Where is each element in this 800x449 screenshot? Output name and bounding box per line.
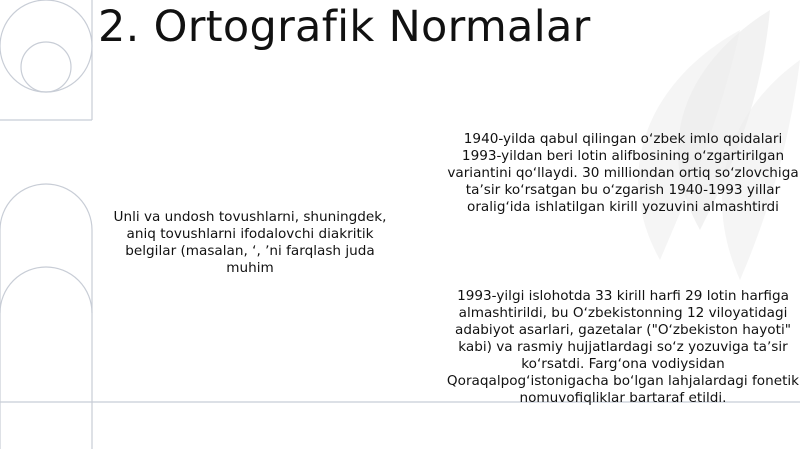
- deco-arc-lower: [0, 267, 92, 313]
- left-text-block: Unli va undosh tovushlarni, shuningdek, aniq tovushlarni ifodalovchi diakritik belgilar (masalan, ʻ, ʼni farqlash juda muhim: [113, 209, 387, 276]
- right-bottom-text-block: 1993-yilgi islohotda 33 kirill harfi 29 lotin harfiga almashtirildi, bu Oʻzbekistonning 12 viloyatidagi adabiyot asarlari, gazetalar ("Oʻzbekiston hayoti" kabi) va rasmiy hujjatlardagi soʻz yozuviga taʼsir koʻrsatdi. Fargʻona vodiysidan Qoraqalpogʻistonigacha boʻlgan lahjalardagi fonetik nomuvofiqliklar bartaraf etildi.: [446, 288, 800, 406]
- deco-arc-upper: [0, 184, 92, 230]
- right-top-text-block: 1940-yilda qabul qilingan oʻzbek imlo qoidalari 1993-yildan beri lotin alifbosining oʻzgartirilgan variantini qoʻllaydi. 30 milliondan ortiq soʻzlovchiga taʼsir koʻrsatgan bu oʻzgarish 1940-1993 yillar oraligʻida ishlatilgan kirill yozuvini almashtirdi: [447, 131, 799, 215]
- deco-circle-large: [0, 0, 92, 92]
- slide-title: 2. Ortografik Normalar: [98, 2, 591, 52]
- deco-circle-small: [21, 42, 71, 92]
